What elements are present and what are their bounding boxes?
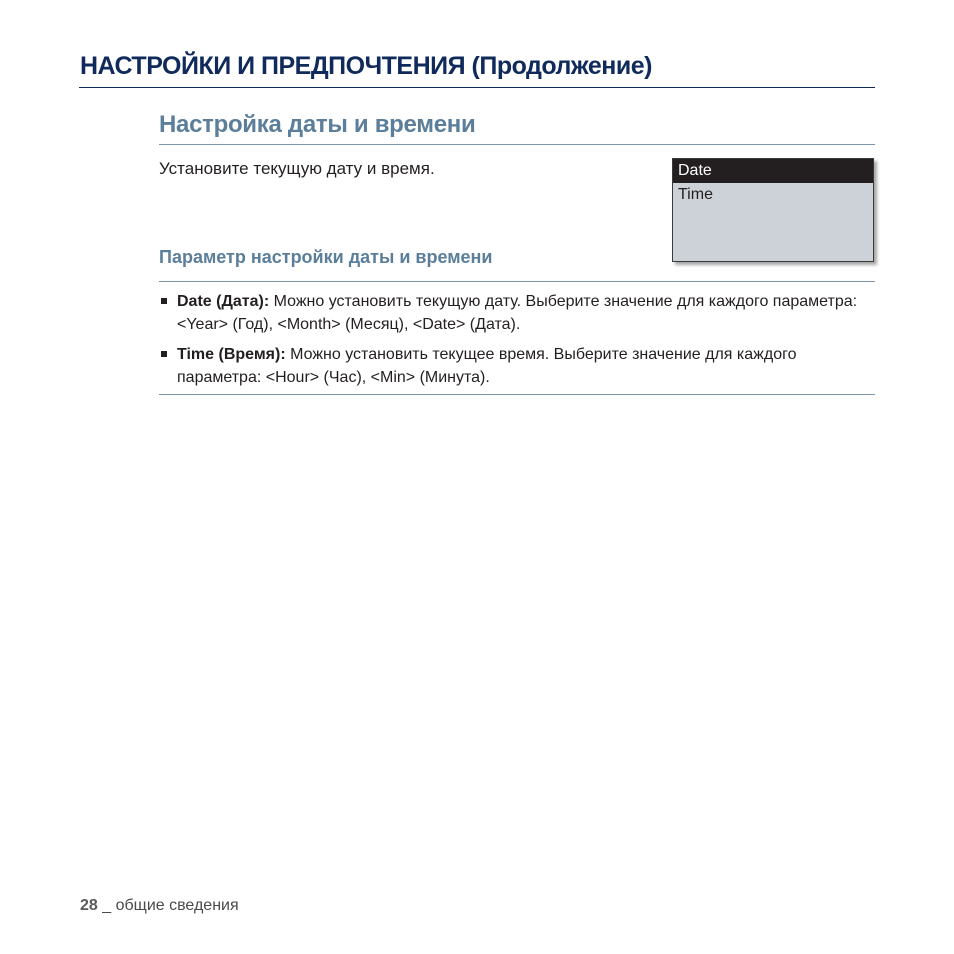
list-item-date [159, 290, 859, 336]
intro-text: Установите текущую дату и время. [159, 159, 435, 178]
device-screen-illustration [672, 158, 874, 262]
bullet-term: Date (Дата): [177, 293, 270, 310]
bullet-text: Можно установить текущее время. Выберите значение для каждого параметра: <Hour> (Час), <Min> (Минута). [177, 346, 797, 386]
title-divider [79, 87, 875, 88]
subsection-title: Параметр настройки даты и времени [159, 247, 493, 267]
section-title: Настройка даты и времени [159, 111, 476, 138]
list-item-time [159, 343, 859, 389]
screen-menu-item-time: Time [678, 186, 713, 203]
footer-section-name: общие сведения [115, 897, 239, 914]
bullet-square-icon [161, 351, 167, 357]
footer-separator: _ [97, 897, 116, 914]
section-divider [159, 144, 875, 145]
list-bottom-divider [159, 394, 875, 395]
bullet-text: Можно установить текущую дату. Выберите значение для каждого параметра: <Year> (Год), <Month> (Месяц), <Date> (Дата). [177, 293, 858, 333]
page-footer [80, 897, 239, 915]
subsection-divider [159, 281, 875, 282]
parameter-list [159, 290, 859, 396]
page-title: НАСТРОЙКИ И ПРЕДПОЧТЕНИЯ (Продолжение) [80, 52, 652, 80]
bullet-term: Time (Время): [177, 346, 286, 363]
page-number: 28 [80, 897, 98, 914]
bullet-square-icon [161, 298, 167, 304]
screen-menu-item-date: Date [673, 159, 873, 183]
